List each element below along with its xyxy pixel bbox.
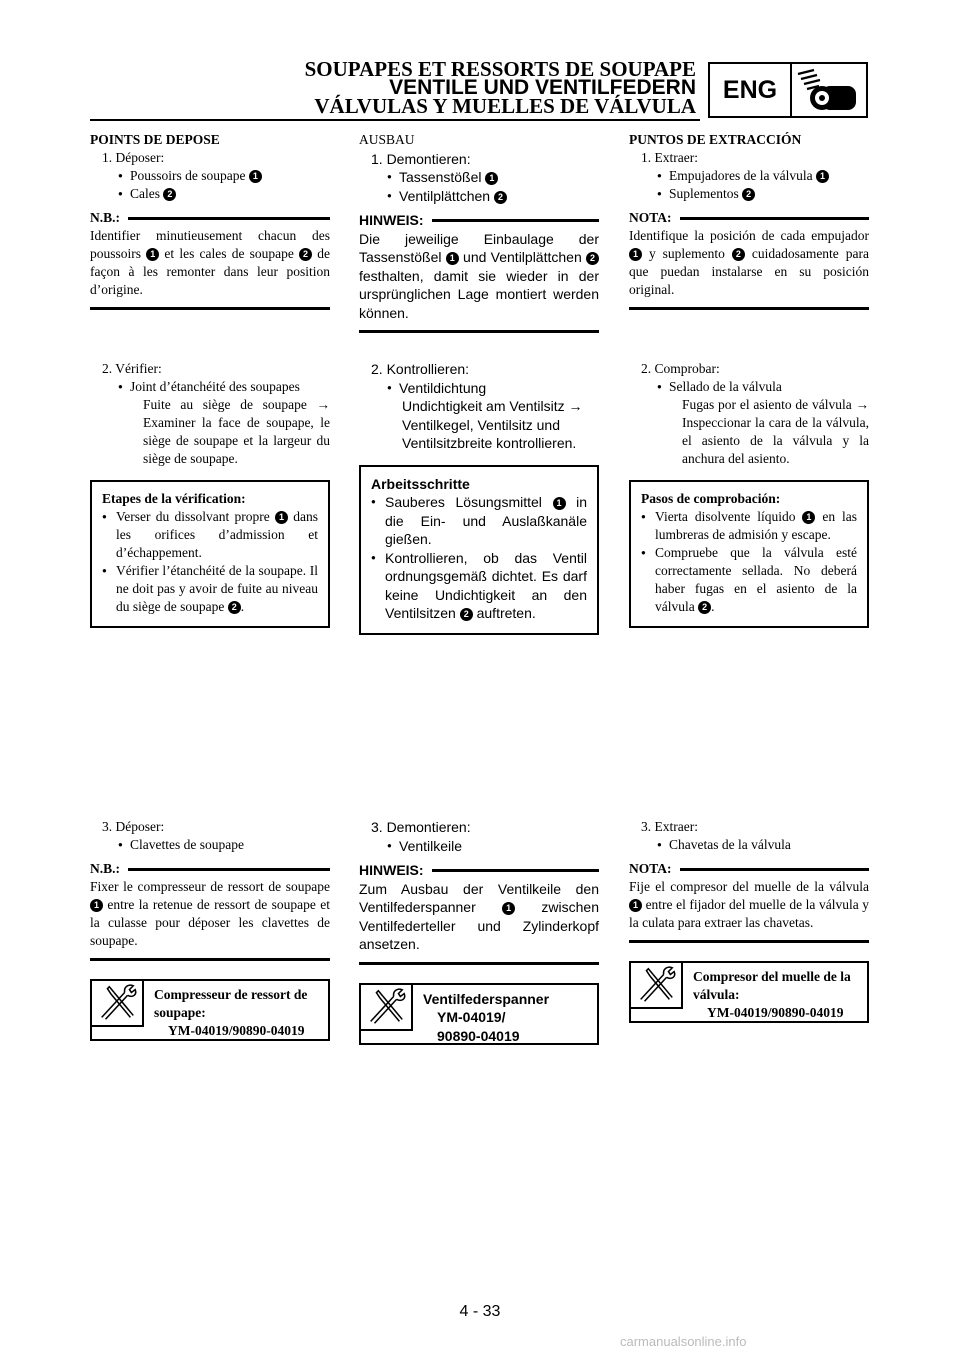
page-number: 4 - 33 xyxy=(459,1303,501,1320)
bullet-item: ● Suplementos 2 xyxy=(629,185,869,203)
steps-item: ● Vierta disolvente líquido 1 en las lumbreras de admisión y escape. xyxy=(641,508,857,544)
note-end-rule xyxy=(359,962,599,965)
tool-name: Ventilfederspanner xyxy=(423,990,550,1007)
column-de-check xyxy=(359,360,599,635)
eng-badge xyxy=(708,62,868,118)
tool-number: YM-04019/90890-04019 xyxy=(168,1023,305,1038)
step-label: 2. Vérifier: xyxy=(102,361,162,376)
header-rule xyxy=(90,119,700,121)
step-label: 1. Extraer: xyxy=(641,150,698,165)
note-text: Identifier minutieusement chacun des poussoirs 1 et les cales de soupape 2 de façon à les remonter dans leur position d’origine. xyxy=(90,228,330,297)
steps-title: Pasos de comprobación: xyxy=(641,491,781,506)
bullet-item: ● Chavetas de la válvula xyxy=(629,836,869,854)
note-end-rule xyxy=(90,307,330,310)
note-text: Zum Ausbau der Ventilkeile den Ventilfederspanner 1 zwischen Ventilfederteller und Zylinderkopf ansetzen. xyxy=(359,880,600,952)
step-label: 2. Comprobar: xyxy=(641,361,720,376)
column-es-remove xyxy=(629,818,869,1023)
tool-number: YM-04019/90890-04019 xyxy=(707,1005,844,1020)
step-label: 1. Demontieren: xyxy=(371,150,471,167)
column-es xyxy=(629,131,869,310)
bullet-item: ● Tassenstößel 1 xyxy=(359,168,599,187)
tool-name: Compresseur de ressort de soupape: xyxy=(154,987,308,1020)
section-title: AUSBAU xyxy=(359,132,415,147)
step-label: 3. Demontieren: xyxy=(371,819,471,835)
note-text: Die jeweilige Einbaulage der Tassenstößel 1 und Ventilplättchen 2 festhalten, damit sie wieder in der ursprünglichen Lage montiert werden können. xyxy=(359,230,599,321)
steps-item: ● Compruebe que la válvula esté correctamente sellada. No deberá haber fugas en el asiento de la válvula 2 . xyxy=(641,544,857,616)
steps-item: ● Verser du dissolvant propre 1 dans les orifices d’admission et d’échappement. xyxy=(102,508,318,562)
note-end-rule xyxy=(359,330,599,333)
tool-box xyxy=(90,979,330,1041)
steps-item: ● Vérifier l’étanchéité de la soupape. Il ne doit pas y avoir de fuite au niveau du siège de soupape 2 . xyxy=(102,562,318,616)
note-heading: NOTA: xyxy=(629,860,869,878)
step-label: 2. Kontrollieren: xyxy=(371,361,470,377)
bullet-item: ● Joint d’étanchéité des soupapes xyxy=(90,378,330,396)
note-heading: HINWEIS: xyxy=(359,861,599,880)
bullet-item: ● Sellado de la válvula xyxy=(629,378,869,396)
note-heading: NOTA: xyxy=(629,209,869,227)
engine-valve-icon xyxy=(792,66,866,114)
step-label: 3. Extraer: xyxy=(641,819,698,834)
tool-name: Compresor del muelle de la válvula: xyxy=(693,969,851,1002)
check-text: Undichtigkeit am Ventilsitz → Ventilkegel, Ventilsitz und Ventilsitzbreite kontrollieren. xyxy=(402,398,583,451)
steps-item: ● Kontrollieren, ob das Ventil ordnungsgemäß dichtet. Es darf keine Undichtigkeit an den Ventilsitzen 2 auftreten. xyxy=(371,549,587,623)
step-label: 3. Déposer: xyxy=(102,819,165,834)
title-fr: SOUPAPES ET RESSORTS DE SOUPAPE xyxy=(304,57,696,81)
note-text: Fije el compresor del muelle de la válvula 1 entre el fijador del muelle de la válvula y la culata para extraer las chavetas. xyxy=(629,879,869,930)
title-es: VÁLVULAS Y MUELLES DE VÁLVULA xyxy=(314,94,696,118)
tool-number: YM-04019/ 90890-04019 xyxy=(437,1009,520,1044)
bullet-item: ● Cales 2 xyxy=(90,185,330,203)
note-heading: N.B.: xyxy=(90,860,330,878)
check-text: Fuite au siège de soupape → Examiner la face de soupape, le siège de soupape et la largeur du siège de soupape. xyxy=(143,397,330,466)
column-fr-remove xyxy=(90,818,330,1041)
note-end-rule xyxy=(629,307,869,310)
column-fr-check xyxy=(90,360,330,628)
tool-box xyxy=(359,983,599,1045)
note-text: Fixer le compresseur de ressort de soupape 1 entre la retenue de ressort de soupape et la culasse pour déposer les clavettes de soupape. xyxy=(90,879,330,948)
check-steps-box xyxy=(629,480,869,628)
steps-item: ● Sauberes Lösungsmittel 1 in die Ein- und Auslaßkanäle gießen. xyxy=(371,493,587,549)
title-de: VENTILE UND VENTILFEDERN xyxy=(389,76,696,99)
column-es-check xyxy=(629,360,869,628)
section-title: POINTS DE DEPOSE xyxy=(90,132,220,147)
note-end-rule xyxy=(629,940,869,943)
wrench-screwdriver-icon xyxy=(92,981,144,1027)
wrench-screwdriver-icon xyxy=(361,985,413,1031)
bullet-item: ● Ventildichtung xyxy=(359,379,599,398)
watermark: carmanualsonline.info xyxy=(620,1334,747,1349)
steps-title: Etapes de la vérification: xyxy=(102,491,246,506)
note-heading: N.B.: xyxy=(90,209,330,227)
bullet-item: ● Poussoirs de soupape 1 xyxy=(90,167,330,185)
note-heading: HINWEIS: xyxy=(359,211,599,230)
tool-box xyxy=(629,961,869,1023)
column-de-remove xyxy=(359,818,599,1045)
check-steps-box xyxy=(90,480,330,628)
column-de xyxy=(359,131,599,333)
check-steps-box xyxy=(359,465,599,635)
note-text: Identifique la posición de cada empujador 1 y suplemento 2 cuidadosamente para que puedan instalarse en su posición original. xyxy=(629,228,869,297)
bullet-item: ● Ventilplättchen 2 xyxy=(359,187,599,206)
steps-title: Arbeitsschritte xyxy=(371,475,470,492)
step-label: 1. Déposer: xyxy=(102,150,165,165)
wrench-screwdriver-icon xyxy=(631,963,683,1009)
eng-label: ENG xyxy=(710,64,792,116)
note-end-rule xyxy=(90,958,330,961)
column-fr xyxy=(90,131,330,310)
check-text: Fugas por el asiento de válvula → Inspeccionar la cara de la válvula, el asiento de la válvula y la anchura del asiento. xyxy=(682,397,869,466)
section-title: PUNTOS DE EXTRACCIÓN xyxy=(629,132,802,147)
bullet-item: ● Ventilkeile xyxy=(359,837,599,856)
bullet-item: ● Empujadores de la válvula 1 xyxy=(629,167,869,185)
bullet-item: ● Clavettes de soupape xyxy=(90,836,330,854)
